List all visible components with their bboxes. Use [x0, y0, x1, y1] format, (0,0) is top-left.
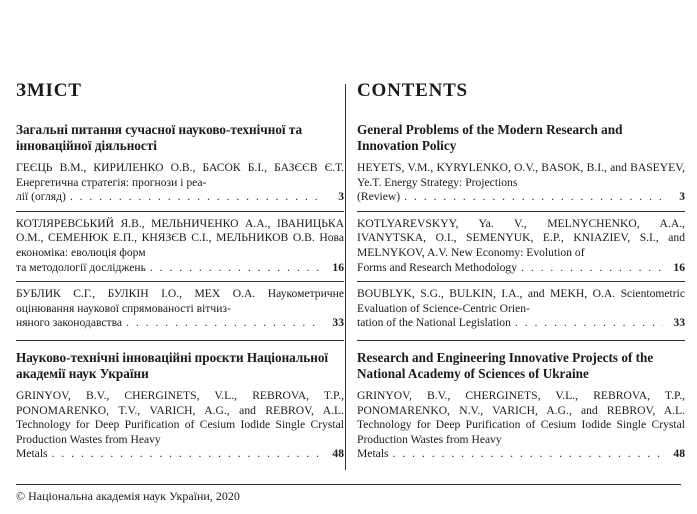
- entry-tail: лії (огляд): [16, 190, 66, 204]
- toc-heading: CONTENTS: [357, 80, 468, 101]
- entry-divider: [357, 211, 685, 212]
- entry-tail: няного законодавства: [16, 316, 123, 330]
- leader-dots: [515, 316, 663, 331]
- entry-tail: tation of the National Legislation: [357, 316, 511, 330]
- entry-text: GRINYOV, B.V., CHERGINETS, V.L., REBROVA, T.P., PONOMARENKO, T.V., VARICH, A.G., and REBROV, A.L. Technology for Deep Purification of Cesium Iodide Single Crystal Production Wastes from Heavy: [16, 388, 344, 446]
- toc-english: [357, 80, 685, 465]
- section-divider: [357, 340, 685, 341]
- page-number: 48: [332, 447, 344, 461]
- toc-entry[interactable]: [357, 389, 685, 465]
- leader-dots: [404, 190, 663, 205]
- page-number: 48: [673, 447, 685, 461]
- entry-text: HEYETS, V.M., KYRYLENKO, O.V., BASOK, B.I., and BASEYEV, Ye.T. Energy Strategy: Projections: [357, 161, 685, 189]
- section-title: Research and Engineering Innovative Projects of the National Academy of Sciences of Ukraine: [357, 349, 654, 381]
- entry-text: БУБЛИК С.Г., БУЛКІН І.О., МЕХ О.А. Наукометричне оцінювання наукової спрямованості вітчиз-: [16, 287, 344, 315]
- entry-text: KOTLYAREVSKYY, Ya. V., MELNYCHENKO, A.A., IVANYTSKA, O.I., SEMENYUK, E.P., KNIAZIEV, S.I., and MELNYKOV, A.V. New Economy: Evolution of: [357, 216, 685, 259]
- page-number: 3: [679, 190, 685, 204]
- toc-entry[interactable]: [16, 389, 344, 465]
- page-number: 16: [332, 260, 344, 274]
- toc-entry[interactable]: [16, 287, 344, 334]
- leader-dots: [70, 190, 322, 205]
- entry-text: ГЕЄЦЬ В.М., КИРИЛЕНКО О.В., БАСОК Б.І., БАЗЄЄВ Є.Т. Енергетична стратегія: прогнози і реа-: [16, 161, 344, 189]
- page-number: 3: [338, 190, 344, 204]
- section-title: Загальні питання сучасної науково-технічної та інноваційної діяльності: [16, 122, 303, 153]
- leader-dots: [521, 261, 663, 276]
- toc-entry[interactable]: [357, 287, 685, 334]
- page-number: 33: [332, 316, 344, 330]
- leader-dots: [52, 447, 322, 462]
- entry-tail: (Review): [357, 190, 401, 204]
- leader-dots: [126, 316, 322, 331]
- entry-tail: Metals: [357, 447, 389, 461]
- entry-text: КОТЛЯРЕВСЬКИЙ Я.В., МЕЛЬНИЧЕНКО А.А., ІВАНИЦЬКА О.М., СЕМЕНЮК Е.П., КНЯЗЄВ С.І., МЕЛЬНИКОВ О.В. Нова економіка: еволюція форм: [16, 216, 344, 259]
- section-divider: [16, 340, 344, 341]
- leader-dots: [393, 447, 663, 462]
- entry-tail: Forms and Research Methodology: [357, 260, 518, 274]
- toc-entry[interactable]: [357, 161, 685, 208]
- entry-divider: [16, 281, 344, 282]
- toc-heading: ЗМІСТ: [16, 80, 82, 101]
- entry-text: GRINYOV, B.V., CHERGINETS, V.L., REBROVA, T.P., PONOMARENKO, N.V., VARICH, A.G., and REBROV, A.L. Technology for Deep Purification of Cesium Iodide Single Crystal Production Wastes from Heavy: [357, 388, 685, 446]
- copyright-footer: © Національна академія наук України, 2020: [16, 489, 240, 503]
- entry-text: BOUBLYK, S.G., BULKIN, I.A., and MEKH, O.A. Scientometric Evaluation of Science-Centric Orien-: [357, 287, 685, 315]
- page-number: 33: [673, 316, 685, 330]
- entry-tail: та методології досліджень: [16, 260, 146, 274]
- toc-ukrainian: [16, 80, 344, 465]
- toc-entry[interactable]: [357, 217, 685, 278]
- entry-divider: [357, 281, 685, 282]
- entry-divider: [16, 211, 344, 212]
- page-number: 16: [673, 260, 685, 274]
- column-divider: [345, 84, 346, 470]
- footer-rule: [16, 484, 681, 485]
- leader-dots: [150, 261, 322, 276]
- toc-entry[interactable]: [16, 217, 344, 278]
- entry-tail: Metals: [16, 447, 48, 461]
- toc-entry[interactable]: [16, 161, 344, 208]
- section-title: Науково-технічні інноваційні проєкти Національної академії наук України: [16, 349, 329, 381]
- section-title: General Problems of the Modern Research and Innovation Policy: [357, 122, 623, 153]
